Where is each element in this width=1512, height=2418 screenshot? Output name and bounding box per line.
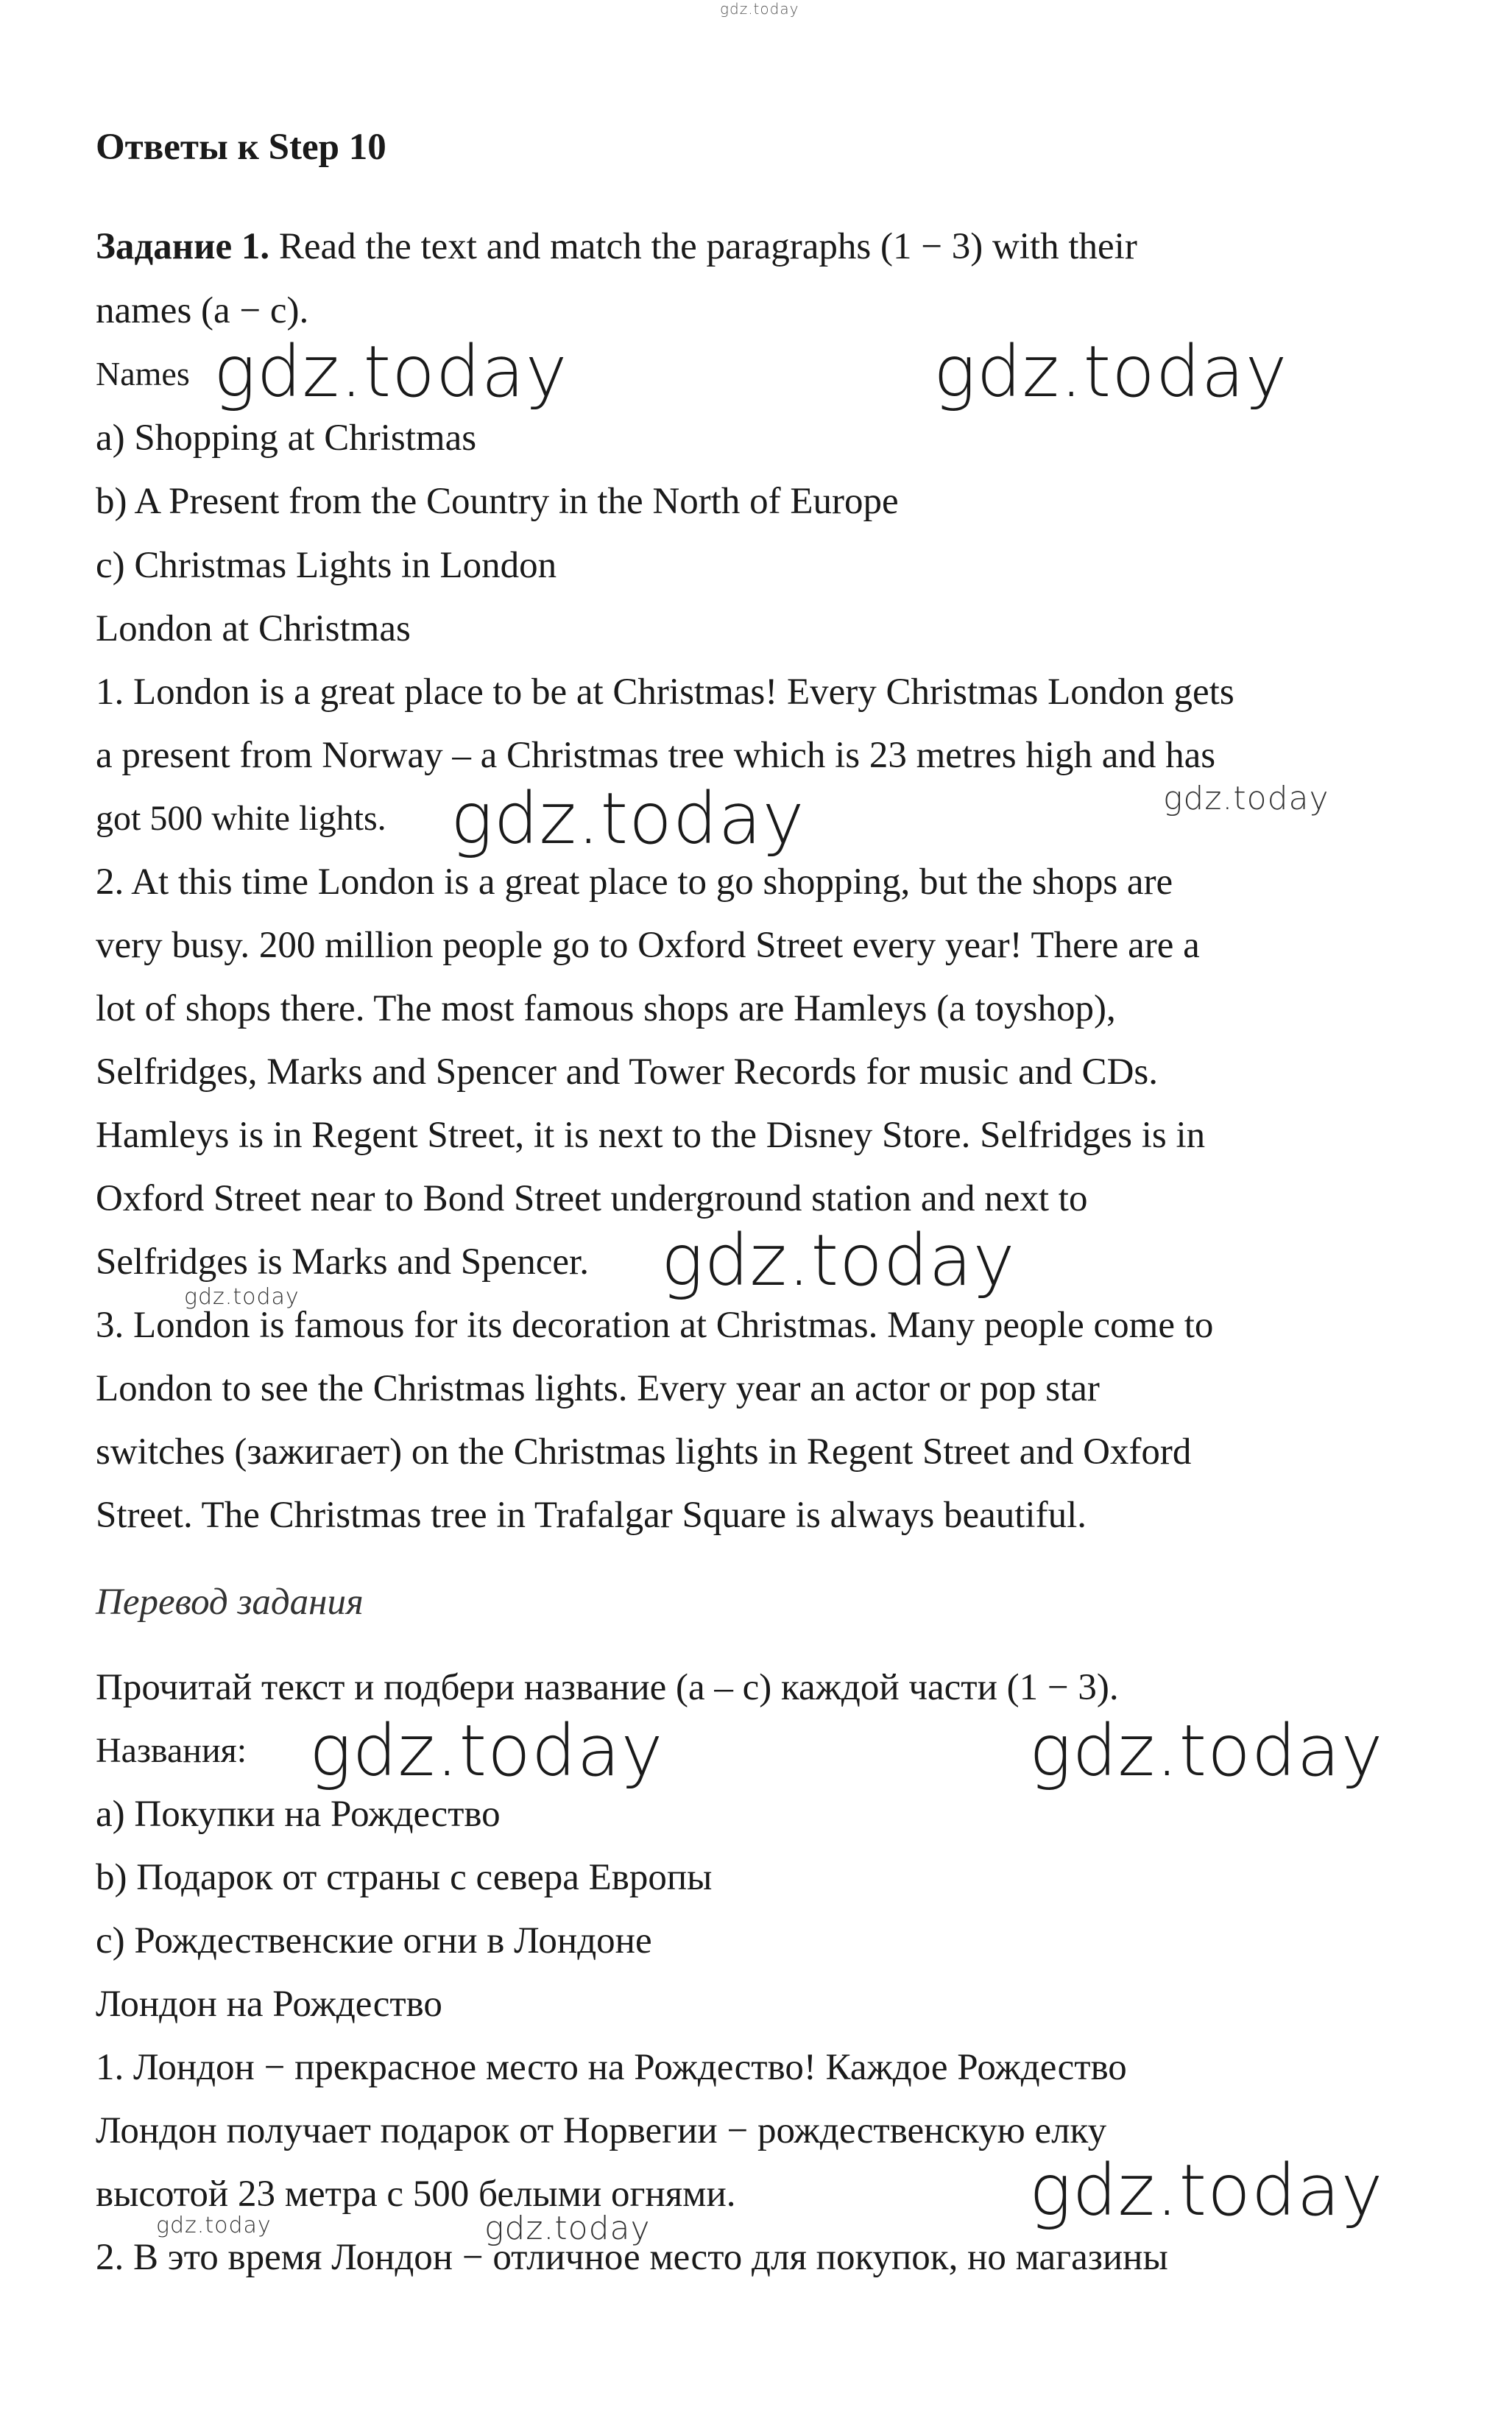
paragraph-line: 3. London is famous for its decoration at Christmas. Many people come to	[96, 1305, 1214, 1346]
paragraph-line: London to see the Christmas lights. Every year an actor or pop star	[96, 1368, 1100, 1409]
paragraph-line: Hamleys is in Regent Street, it is next to the Disney Store. Selfridges is in	[96, 1115, 1206, 1156]
translation-paragraph-line: 1. Лондон − прекрасное место на Рождество! Каждое Рождество	[96, 2047, 1127, 2088]
name-item-a: a) Shopping at Christmas	[96, 417, 477, 459]
watermark: gdz.today	[309, 1710, 664, 1792]
watermark: gdz.today	[184, 1284, 300, 1310]
watermark: gdz.today	[484, 2210, 651, 2247]
paragraph-line: very busy. 200 million people go to Oxford Street every year! There are a	[96, 925, 1200, 966]
translation-paragraph-line: высотой 23 метра с 500 белыми огнями.	[96, 2174, 736, 2215]
task-instruction-line1: Read the text and match the paragraphs (1 − 3) with their	[269, 226, 1137, 267]
task-instruction-line2: names (a − c).	[96, 290, 309, 331]
translation-names-label: Названия:	[96, 1731, 247, 1770]
translation-title: Лондон на Рождество	[96, 1984, 442, 2025]
paragraph-line: Selfridges, Marks and Spencer and Tower Records for music and CDs.	[96, 1051, 1158, 1093]
watermark-top: gdz.today	[720, 0, 799, 18]
translation-name-a: a) Покупки на Рождество	[96, 1794, 501, 1835]
translation-heading: Перевод задания	[96, 1582, 364, 1623]
translation-instruction: Прочитай текст и подбери название (a – c) каждой части (1 − 3).	[96, 1667, 1119, 1708]
paragraph-line: 2. At this time London is a great place to go shopping, but the shops are	[96, 861, 1173, 903]
name-item-b: b) A Present from the Country in the North of Europe	[96, 481, 899, 522]
watermark: gdz.today	[1029, 2149, 1384, 2232]
translation-name-b: b) Подарок от страны с севера Европы	[96, 1857, 713, 1898]
task-instruction	[96, 225, 1137, 269]
watermark: gdz.today	[1029, 1710, 1384, 1792]
watermark: gdz.today	[1163, 780, 1329, 817]
text-title: London at Christmas	[96, 608, 411, 649]
paragraph-line: Selfridges is Marks and Spencer.	[96, 1241, 589, 1283]
task-label: Задание 1.	[96, 226, 270, 267]
paragraph-line: Oxford Street near to Bond Street underground station and next to	[96, 1178, 1088, 1219]
paragraph-line: 1. London is a great place to be at Christmas! Every Christmas London gets	[96, 672, 1234, 713]
watermark: gdz.today	[451, 778, 805, 860]
page-title: Ответы к Step 10	[96, 127, 386, 168]
paragraph-line: Street. The Christmas tree in Trafalgar Square is always beautiful.	[96, 1495, 1087, 1536]
paragraph-line: switches (зажигает) on the Christmas lights in Regent Street and Oxford	[96, 1431, 1192, 1473]
paragraph-line: got 500 white lights.	[96, 799, 386, 838]
watermark: gdz.today	[213, 331, 568, 413]
translation-paragraph-line: Лондон получает подарок от Норвегии − рождественскую елку	[96, 2110, 1107, 2151]
watermark: gdz.today	[661, 1219, 1016, 1302]
translation-name-c: c) Рождественские огни в Лондоне	[96, 1920, 652, 1961]
watermark: gdz.today	[933, 331, 1288, 413]
watermark: gdz.today	[156, 2213, 272, 2238]
name-item-c: c) Christmas Lights in London	[96, 545, 557, 586]
paragraph-line: a present from Norway – a Christmas tree which is 23 metres high and has	[96, 735, 1216, 776]
names-label: Names	[96, 355, 190, 392]
translation-paragraph-line: 2. В это время Лондон − отличное место для покупок, но магазины	[96, 2237, 1168, 2278]
paragraph-line: lot of shops there. The most famous shops are Hamleys (a toyshop),	[96, 988, 1116, 1029]
